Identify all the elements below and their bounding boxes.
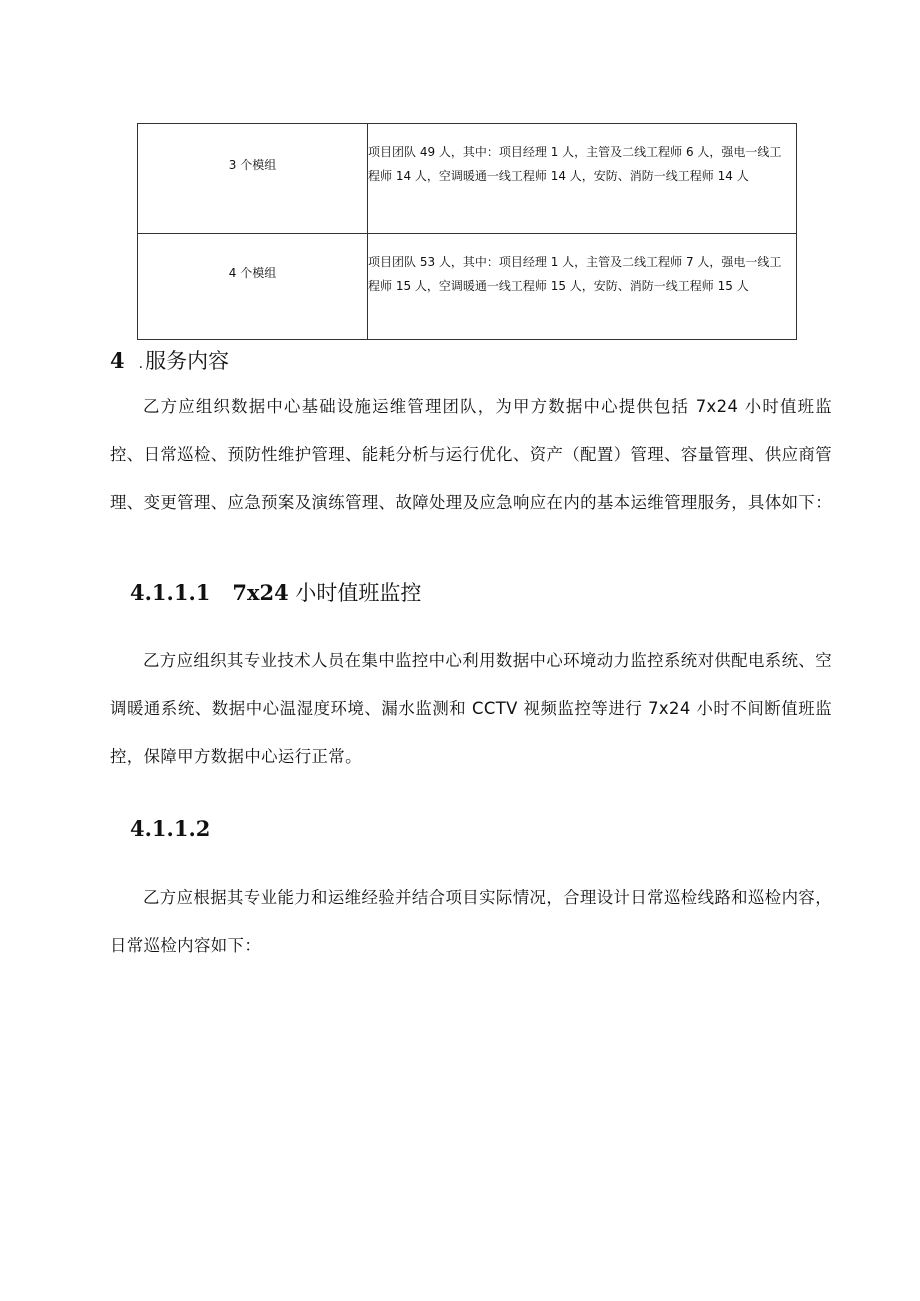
section-title: 服务内容 [145, 349, 230, 373]
subsection-heading-monitoring [130, 577, 421, 607]
team-composition-line: 程师 15 人，空调暖通一线工程师 15 人，安防、消防一线工程师 15 人 [368, 279, 749, 293]
team-composition-line: 项目团队 53 人，其中：项目经理 1 人，主管及二线工程师 7 人，强电一线工 [368, 255, 782, 269]
subsection-number: 4.1.1.2 [130, 816, 211, 841]
team-composition-cell [368, 234, 797, 340]
table-row [138, 234, 797, 340]
subsection-number: 4.1.1.1 [130, 580, 211, 605]
section-dot: . [138, 356, 144, 372]
subsection-heading-inspection [130, 816, 232, 841]
module-count-cell: 4 个模组 [138, 234, 368, 340]
team-composition-line: 项目团队 49 人，其中：项目经理 1 人，主管及二线工程师 6 人，强电一线工 [368, 145, 782, 159]
staffing-table [137, 123, 797, 340]
module-count-cell: 3 个模组 [138, 124, 368, 234]
table-row [138, 124, 797, 234]
section-number: 4 [110, 348, 125, 373]
team-composition-cell [368, 124, 797, 234]
team-composition-line: 程师 14 人，空调暖通一线工程师 14 人，安防、消防一线工程师 14 人 [368, 169, 749, 183]
inspection-paragraph: 乙方应根据其专业能力和运维经验并结合项目实际情况，合理设计日常巡检线路和巡检内容，日常巡检内容如下： [110, 888, 832, 955]
section-intro-paragraph: 乙方应组织数据中心基础设施运维管理团队，为甲方数据中心提供包括 7x24 小时值班监控、日常巡检、预防性维护管理、能耗分析与运行优化、资产（配置）管理、容量管理、供应商管理、变更管理、应急预案及演练管理、故障处理及应急响应在内的基本运维管理服务，具体如下： [110, 397, 832, 512]
subsection-title: 小时值班监控 [288, 581, 422, 605]
subsection-title-bold: 7x24 [232, 580, 289, 605]
section-heading [110, 345, 229, 375]
monitoring-paragraph: 乙方应组织其专业技术人员在集中监控中心利用数据中心环境动力监控系统对供配电系统、空调暖通系统、数据中心温湿度环境、漏水监测和 CCTV 视频监控等进行 7x24 小时不间断值班监控，保障甲方数据中心运行正常。 [110, 651, 832, 766]
